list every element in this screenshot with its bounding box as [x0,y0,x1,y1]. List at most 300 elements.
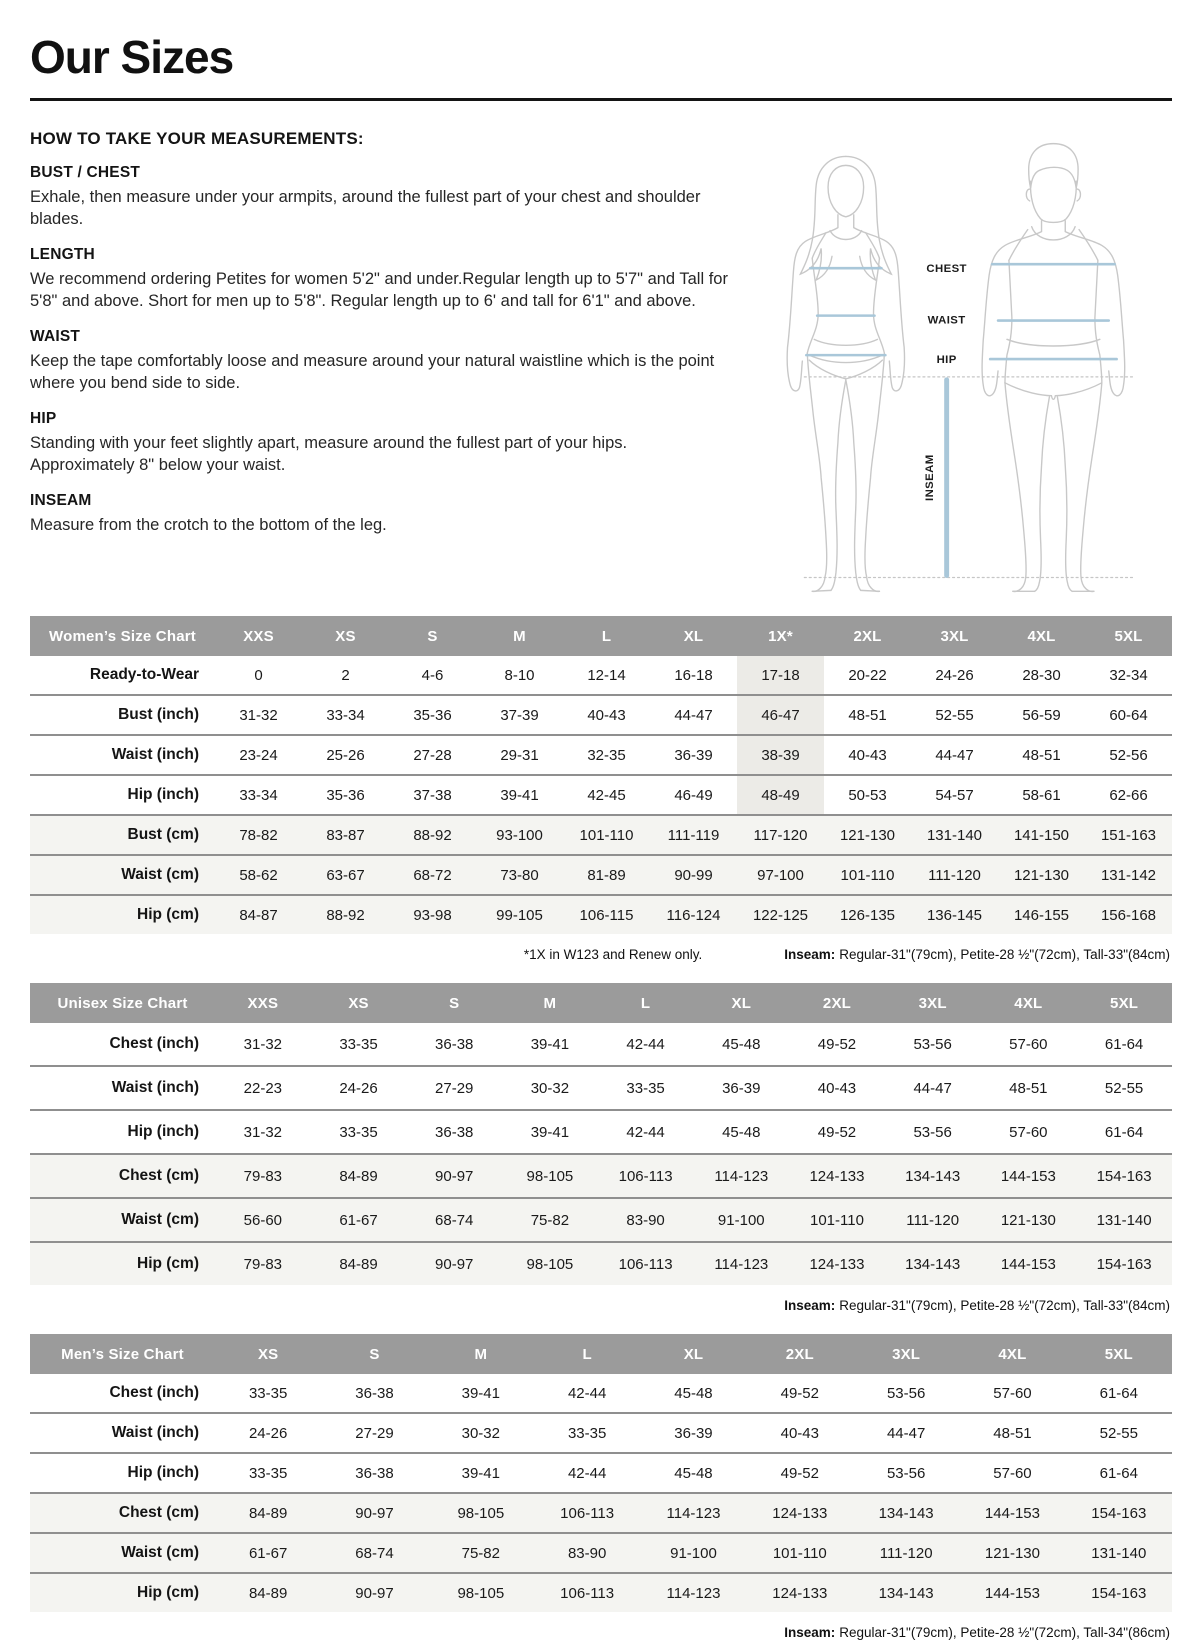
size-cell: 56-59 [998,695,1085,735]
size-cell: 122-125 [737,895,824,934]
size-cell: 31-32 [243,1035,283,1053]
size-cell: 144-153 [959,1493,1065,1533]
row-label: Hip (inch) [30,1110,215,1154]
unisex-inseam-note: Inseam: Regular-31"(79cm), Petite-28 ½"(72cm), Tall-33"(84cm) [784,1298,1170,1313]
size-column-header: 2XL [747,1334,853,1374]
size-cell: 57-60 [981,1110,1077,1154]
table-row [30,1493,1172,1533]
size-cell: 106-113 [534,1573,640,1612]
size-cell: 84-89 [215,1573,321,1612]
size-column-header: 5XL [1066,1334,1172,1374]
table-row [30,735,1172,775]
table-row [30,895,1172,934]
size-cell: 52-55 [911,695,998,735]
size-column-header: 3XL [885,983,981,1023]
size-cell: 124-133 [789,1242,885,1285]
size-cell: 61-67 [215,1533,321,1573]
size-cell: 12-14 [587,666,626,684]
waist-section [30,328,730,395]
size-cell: 90-97 [321,1493,427,1533]
size-cell: 134-143 [853,1573,959,1612]
size-cell: 97-100 [737,855,824,895]
size-column-header: 4XL [981,983,1077,1023]
size-column-header: L [563,616,650,656]
size-cell: 0 [254,666,263,684]
measurements-section [30,127,1172,612]
size-cell: 24-26 [215,1413,321,1453]
size-column-header: 4XL [998,616,1085,656]
size-cell: 63-67 [302,855,389,895]
size-cell: 58-62 [215,855,302,895]
size-column-header: 1X* [737,616,824,656]
size-column-header: 3XL [911,616,998,656]
size-cell: 98-105 [502,1154,598,1198]
table-row [30,855,1172,895]
size-column-header: XS [215,1334,321,1374]
size-cell: 60-64 [1085,695,1172,735]
row-label: Waist (inch) [30,1413,215,1453]
size-cell: 48-51 [824,695,911,735]
size-cell: 20-22 [848,666,887,684]
hip-title: HIP [30,409,57,427]
size-cell: 79-83 [215,1242,311,1285]
table-row [30,656,1172,695]
size-cell: 27-29 [406,1066,502,1110]
size-cell: 121-130 [824,815,911,855]
size-cell: 2 [341,666,350,684]
size-cell: 39-41 [428,1453,534,1493]
size-cell: 42-44 [626,1035,665,1053]
length-text: We recommend ordering Petites for women 5'2" and under.Regular length up to 5'7" and Tall for 5'8" and above. Short for men up to 5'8". Regular length up to 6' and tall for 6'1" and above. [30,269,728,310]
size-column-header: M [502,983,598,1023]
measurement-lines [804,264,1134,577]
table-row [30,1066,1172,1110]
size-column-header: 3XL [853,1334,959,1374]
row-label: Bust (inch) [30,695,215,735]
size-cell: 68-74 [321,1533,427,1573]
measurement-instructions [30,127,730,536]
size-cell: 75-82 [502,1198,598,1242]
size-cell: 54-57 [911,775,998,815]
size-cell: 37-39 [476,695,563,735]
man-figure [982,144,1125,592]
size-column-header: 2XL [789,983,885,1023]
row-label: Hip (inch) [30,1453,215,1493]
hip-label: HIP [936,354,957,367]
size-cell: 24-26 [311,1066,407,1110]
size-column-header: XXS [215,983,311,1023]
row-label: Chest (inch) [109,1384,199,1401]
size-cell: 84-87 [215,895,302,934]
size-cell: 44-47 [885,1066,981,1110]
table-title: Women’s Size Chart [30,616,215,656]
bust-chest-section [30,164,730,231]
size-cell: 131-140 [1066,1533,1172,1573]
size-cell: 84-89 [311,1154,407,1198]
size-cell: 45-48 [674,1384,713,1402]
size-cell: 134-143 [885,1242,981,1285]
waist-title: WAIST [30,327,81,345]
size-cell: 49-52 [817,1035,857,1053]
size-cell: 36-38 [355,1384,394,1402]
size-cell: 17-18 [737,656,824,695]
size-cell: 141-150 [998,815,1085,855]
size-cell: 39-41 [461,1384,500,1402]
row-label: Waist (cm) [30,855,215,895]
size-cell: 61-64 [1066,1453,1172,1493]
size-cell: 46-47 [737,695,824,735]
size-cell: 42-45 [563,775,650,815]
row-label: Hip (cm) [30,1573,215,1612]
size-cell: 33-34 [215,775,302,815]
size-cell: 33-34 [302,695,389,735]
size-cell: 131-142 [1085,855,1172,895]
size-cell: 114-123 [640,1573,746,1612]
size-cell: 52-55 [1076,1066,1172,1110]
size-cell: 93-100 [476,815,563,855]
womens-inseam-note: Inseam: Regular-31"(79cm), Petite-28 ½"(72cm), Tall-33"(84cm) [784,947,1170,962]
size-cell: 27-29 [321,1413,427,1453]
size-cell: 57-60 [1009,1035,1048,1053]
size-cell: 81-89 [563,855,650,895]
size-cell: 33-35 [215,1453,321,1493]
table-row [30,1453,1172,1493]
size-cell: 48-49 [737,775,824,815]
size-cell: 126-135 [824,895,911,934]
size-cell: 111-120 [911,855,998,895]
size-cell: 154-163 [1066,1493,1172,1533]
size-cell: 83-90 [534,1533,640,1573]
waist-text: Keep the tape comfortably loose and measure around your natural waistline which is the point where you bend side to side. [30,351,715,392]
size-cell: 45-48 [693,1110,789,1154]
size-cell: 23-24 [215,735,302,775]
unisex-table-notes [30,1285,1172,1324]
size-cell: 39-41 [476,775,563,815]
size-cell: 114-123 [693,1154,789,1198]
row-label: Chest (cm) [30,1154,215,1198]
row-label: Hip (inch) [30,775,215,815]
size-column-header: M [476,616,563,656]
size-cell: 101-110 [563,815,650,855]
size-cell: 45-48 [640,1453,746,1493]
size-cell: 144-153 [981,1154,1077,1198]
size-cell: 36-39 [693,1066,789,1110]
mens-inseam-note: Inseam: Regular-31"(79cm), Petite-28 ½"(72cm), Tall-34"(86cm) [784,1625,1170,1640]
size-cell: 45-48 [722,1035,761,1053]
size-column-header: XS [302,616,389,656]
size-cell: 49-52 [747,1453,853,1493]
size-cell: 136-145 [911,895,998,934]
womens-table-notes [30,934,1172,973]
table-row [30,1533,1172,1573]
size-cell: 40-43 [563,695,650,735]
one-x-note: *1X in W123 and Renew only. [523,947,703,962]
size-column-header: 4XL [959,1334,1065,1374]
size-cell: 57-60 [959,1453,1065,1493]
size-cell: 32-34 [1109,666,1148,684]
size-cell: 101-110 [747,1533,853,1573]
size-cell: 35-36 [389,695,476,735]
size-cell: 114-123 [693,1242,789,1285]
size-cell: 39-41 [502,1110,598,1154]
row-label: Hip (cm) [30,1242,215,1285]
row-label: Waist (cm) [30,1198,215,1242]
table-title: Men’s Size Chart [30,1334,215,1374]
size-cell: 68-72 [389,855,476,895]
size-cell: 121-130 [981,1198,1077,1242]
size-cell: 146-155 [998,895,1085,934]
size-cell: 48-51 [959,1413,1065,1453]
size-cell: 79-83 [215,1154,311,1198]
length-title: LENGTH [30,245,95,263]
body-figures-illustration [747,127,1172,607]
size-cell: 83-90 [598,1198,694,1242]
size-column-header: XL [650,616,737,656]
inseam-title: INSEAM [30,491,92,509]
size-cell: 99-105 [476,895,563,934]
size-cell: 24-26 [935,666,974,684]
inseam-section [30,492,730,537]
size-cell: 90-99 [650,855,737,895]
size-column-header: L [534,1334,640,1374]
table-row [30,1198,1172,1242]
size-cell: 33-35 [311,1110,407,1154]
size-cell: 4-6 [421,666,444,684]
size-cell: 91-100 [693,1198,789,1242]
size-cell: 49-52 [789,1110,885,1154]
size-cell: 131-140 [911,815,998,855]
size-cell: 73-80 [476,855,563,895]
hip-text: Standing with your feet slightly apart, measure around the fullest part of your hips. Approximately 8" below your waist. [30,433,628,474]
size-cell: 32-35 [563,735,650,775]
size-cell: 39-41 [530,1035,570,1053]
size-cell: 106-113 [598,1242,694,1285]
size-cell: 16-18 [674,666,713,684]
size-cell: 88-92 [389,815,476,855]
size-column-header: XL [640,1334,746,1374]
table-row [30,775,1172,815]
size-cell: 27-28 [389,735,476,775]
size-cell: 53-56 [886,1384,926,1402]
size-cell: 61-64 [1104,1035,1144,1053]
size-cell: 154-163 [1066,1573,1172,1612]
size-cell: 61-67 [311,1198,407,1242]
size-cell: 53-56 [913,1035,952,1053]
size-cell: 58-61 [998,775,1085,815]
size-cell: 144-153 [981,1242,1077,1285]
table-row [30,1413,1172,1453]
size-cell: 40-43 [747,1413,853,1453]
size-cell: 84-89 [311,1242,407,1285]
size-cell: 33-35 [248,1384,288,1402]
size-cell: 25-26 [302,735,389,775]
size-cell: 57-60 [993,1384,1032,1402]
size-cell: 98-105 [428,1573,534,1612]
size-cell: 61-64 [1076,1110,1172,1154]
row-label: Waist (cm) [30,1533,215,1573]
table-row [30,695,1172,735]
row-label: Waist (inch) [30,735,215,775]
size-cell: 98-105 [502,1242,598,1285]
title-divider [30,98,1172,101]
size-cell: 101-110 [824,855,911,895]
size-cell: 90-97 [406,1154,502,1198]
size-cell: 48-51 [998,735,1085,775]
size-cell: 116-124 [650,895,737,934]
size-cell: 56-60 [215,1198,311,1242]
woman-figure [787,156,904,591]
unisex-size-chart-table [30,983,1172,1285]
size-cell: 22-23 [215,1066,311,1110]
size-cell: 36-39 [650,735,737,775]
size-cell: 29-31 [476,735,563,775]
size-cell: 44-47 [853,1413,959,1453]
mens-table-notes [30,1612,1172,1651]
size-cell: 44-47 [911,735,998,775]
size-cell: 93-98 [389,895,476,934]
size-cell: 91-100 [640,1533,746,1573]
size-cell: 134-143 [885,1154,981,1198]
size-cell: 50-53 [824,775,911,815]
table-title: Unisex Size Chart [30,983,215,1023]
size-cell: 35-36 [302,775,389,815]
size-cell: 42-44 [598,1110,694,1154]
size-cell: 84-89 [215,1493,321,1533]
size-column-header: 5XL [1076,983,1172,1023]
size-cell: 28-30 [1022,666,1061,684]
size-cell: 154-163 [1076,1242,1172,1285]
row-label: Hip (cm) [30,895,215,934]
size-cell: 53-56 [853,1453,959,1493]
size-cell: 83-87 [302,815,389,855]
size-cell: 144-153 [959,1573,1065,1612]
size-cell: 111-119 [650,815,737,855]
table-row [30,1242,1172,1285]
bust-chest-text: Exhale, then measure under your armpits, around the fullest part of your chest and shoulder blades. [30,188,701,228]
row-label: Chest (inch) [109,1035,199,1052]
size-cell: 52-56 [1085,735,1172,775]
hip-section [30,410,730,477]
size-column-header: XXS [215,616,302,656]
size-cell: 111-120 [885,1198,981,1242]
size-cell: 114-123 [640,1493,746,1533]
size-column-header: S [321,1334,427,1374]
size-cell: 134-143 [853,1493,959,1533]
waist-label: WAIST [927,314,966,327]
length-section [30,246,730,313]
size-cell: 68-74 [406,1198,502,1242]
size-cell: 40-43 [824,735,911,775]
row-label: Chest (cm) [30,1493,215,1533]
inseam-text: Measure from the crotch to the bottom of the leg. [30,515,387,534]
size-cell: 49-52 [780,1384,819,1402]
table-row [30,1110,1172,1154]
womens-size-chart-table [30,616,1172,934]
measurement-diagram [747,127,1172,612]
chest-label: CHEST [926,263,967,276]
table-row [30,1154,1172,1198]
size-cell: 124-133 [747,1493,853,1533]
size-cell: 111-120 [853,1533,959,1573]
size-column-header: M [428,1334,534,1374]
size-cell: 30-32 [502,1066,598,1110]
size-cell: 53-56 [885,1110,981,1154]
size-cell: 33-35 [534,1413,640,1453]
size-cell: 156-168 [1085,895,1172,934]
size-cell: 98-105 [428,1493,534,1533]
size-cell: 8-10 [504,666,535,684]
size-cell: 52-55 [1066,1413,1172,1453]
size-cell: 33-35 [339,1035,378,1053]
size-cell: 90-97 [406,1242,502,1285]
size-cell: 48-51 [981,1066,1077,1110]
size-cell: 106-115 [563,895,650,934]
size-cell: 88-92 [302,895,389,934]
row-label: Waist (inch) [30,1066,215,1110]
size-cell: 44-47 [650,695,737,735]
size-cell: 31-32 [215,1110,311,1154]
mens-size-chart-table [30,1334,1172,1612]
bust-chest-title: BUST / CHEST [30,164,141,181]
size-cell: 78-82 [215,815,302,855]
size-cell: 151-163 [1085,815,1172,855]
size-column-header: S [406,983,502,1023]
size-cell: 36-38 [406,1110,502,1154]
table-row [30,815,1172,855]
row-label: Ready-to-Wear [89,666,199,683]
size-cell: 101-110 [789,1198,885,1242]
size-column-header: S [389,616,476,656]
size-cell: 124-133 [747,1573,853,1612]
size-cell: 61-64 [1099,1384,1138,1402]
table-row [30,1023,1172,1066]
size-cell: 31-32 [215,695,302,735]
row-label: Bust (cm) [30,815,215,855]
size-cell: 106-113 [598,1154,694,1198]
size-column-header: XL [693,983,789,1023]
size-cell: 124-133 [789,1154,885,1198]
size-cell: 37-38 [389,775,476,815]
how-to-heading: HOW TO TAKE YOUR MEASUREMENTS: [30,129,364,148]
size-cell: 106-113 [534,1493,640,1533]
size-cell: 36-38 [321,1453,427,1493]
size-cell: 154-163 [1076,1154,1172,1198]
size-column-header: XS [311,983,407,1023]
table-row [30,1374,1172,1413]
size-cell: 121-130 [998,855,1085,895]
size-cell: 117-120 [737,815,824,855]
size-column-header: 2XL [824,616,911,656]
size-cell: 75-82 [428,1533,534,1573]
table-row [30,1573,1172,1612]
size-cell: 121-130 [959,1533,1065,1573]
page-title: Our Sizes [30,31,234,83]
size-column-header: 5XL [1085,616,1172,656]
size-cell: 42-44 [567,1384,607,1402]
size-cell: 131-140 [1076,1198,1172,1242]
size-cell: 46-49 [650,775,737,815]
size-cell: 62-66 [1085,775,1172,815]
size-cell: 40-43 [789,1066,885,1110]
size-cell: 36-39 [640,1413,746,1453]
size-column-header: L [598,983,694,1023]
size-cell: 30-32 [428,1413,534,1453]
size-cell: 42-44 [534,1453,640,1493]
inseam-label: INSEAM [923,454,936,501]
size-cell: 33-35 [598,1066,694,1110]
size-cell: 90-97 [321,1573,427,1612]
size-cell: 36-38 [435,1035,474,1053]
